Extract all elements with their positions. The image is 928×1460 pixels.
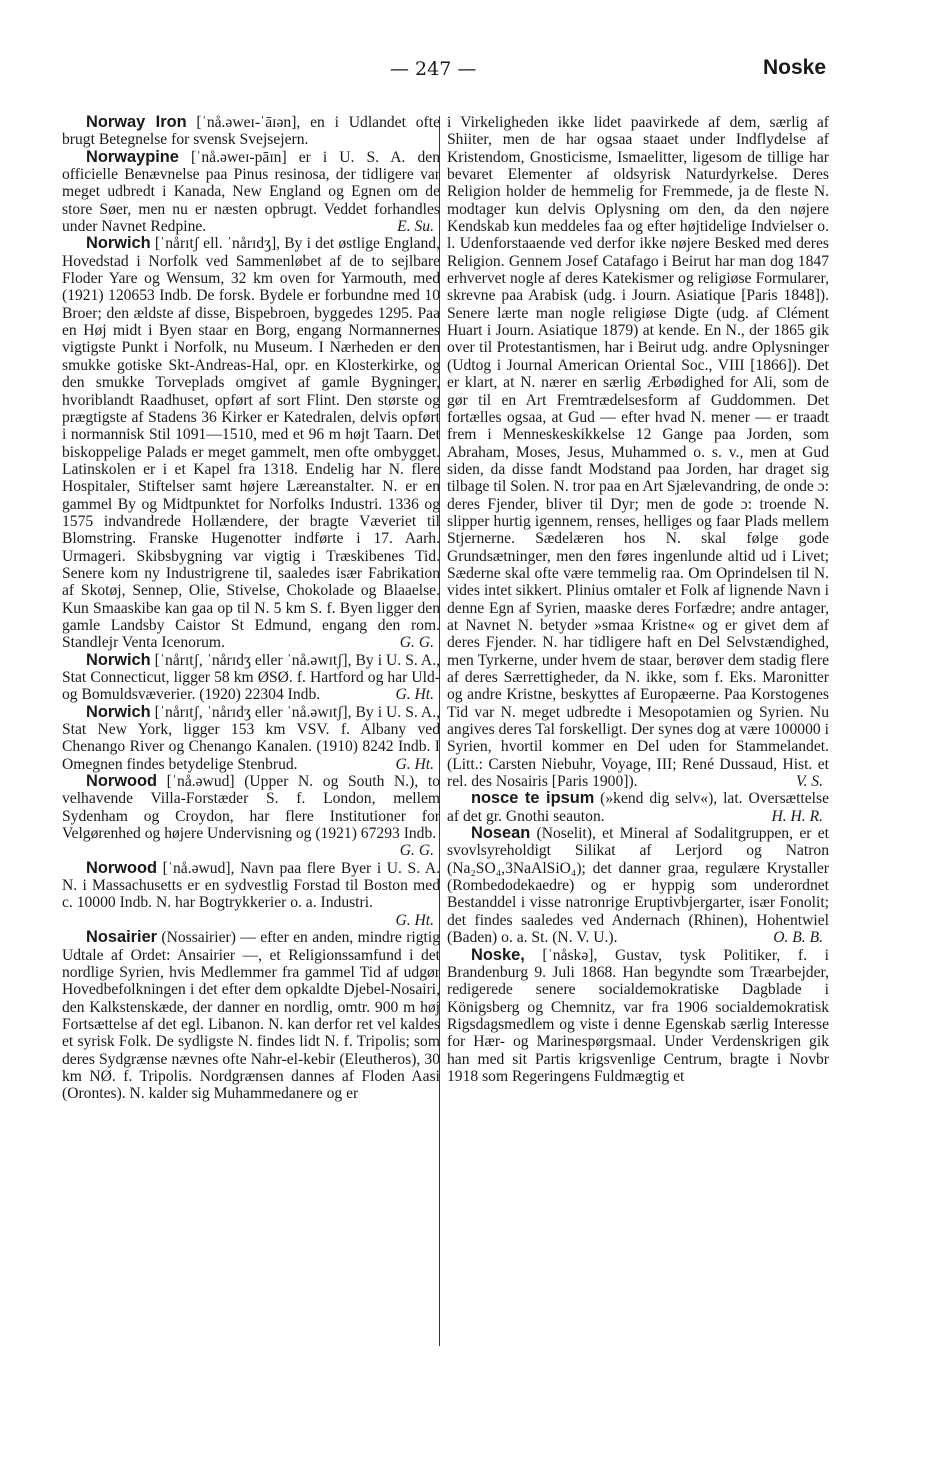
entry-body: (»kend dig selv«), lat. Oversættelse af det gr. Gnothi seauton. xyxy=(447,790,829,825)
headword: Nosean xyxy=(471,824,531,843)
entry-body: [ˈnårɪtʃ, ˈnårɪdʒ eller ˈnå.əwɪtʃ], By i U. S. A., Stat New York, ligger 153 km VSV. f. Albany ved Chenango River og Chenango Kanalen. (1910) 8242 Indb. I Omegnen findes betydelige Stenbrud. xyxy=(62,703,440,773)
headword: nosce te ipsum xyxy=(471,789,595,808)
entry-nosairier-continued xyxy=(447,114,829,790)
entry-body: (Noselit), et Mineral af Sodalitgruppen, er et svovlsyreholdigt Silikat af Lerjord og Natron (Na₂SO₄,3NaAlSiO₄); det danner graa, regulære Krystaller (Rombedodekaedre) og er hyppig som underordnet Bestanddel i visse natronrige Eruptivbjergarter, især Fonolit; det findes saaledes ved Andernach (Rhinen), Hohentwiel (Baden) o. a. St. (N. V. U.). xyxy=(447,825,829,947)
entry-body: [ˈnå.əweɪ-pāɪn] er i U. S. A. den officielle Benævnelse paa Pinus resinosa, der tidligere var meget udbredt i Kanada, New England og Egnen om de store Søer, men nu er næsten opbrugt. Veddet forhandles under Navnet Redpine. xyxy=(62,148,440,236)
author-initials: H. H. R. xyxy=(771,807,823,825)
entry-body: (Nossairier) — efter en anden, mindre rigtig Udtale af Ordet: Ansairier —, et Religionssamfund i det nordlige Syrien, hvis Medlemmer fra gammel Tid af udgør Hovedbefolkningen i det efter dem opkaldte Djebel-Nosairi, den Kalkstenskæde, der danner en nordlig, omtr. 900 m høj Fortsættelse af det egl. Libanon. N. kan derfor ret vel kaldes et syrisk Folk. De sydligste N. findes lidt N. f. Tripolis; som deres Sydgrænse nævnes ofte Nahr-el-kebir (Eleutheros), 30 km NØ. f. Tripolis. Nordgrænsen dannes af Floden Aasi (Orontes). N. kalder sig Muhammedanere og er xyxy=(62,929,440,1103)
author-initials: O. B. B. xyxy=(773,929,823,947)
entry-nosean xyxy=(447,825,829,946)
author-initials: E. Su. xyxy=(397,218,434,236)
entry-norwaypine xyxy=(62,149,440,236)
author-initials: G. G. xyxy=(399,634,434,652)
left-column xyxy=(62,114,440,1103)
entry-body: i Virkeligheden ikke lidet paavirkede af dem, særlig af Shiiter, men de har ogsaa staaet under Indflydelse af Kristendom, Gnosticisme, Ismaelitter, ligesom de tillige har bevaret Elementer af oldsyrisk Naturdyrkelse. Deres Religion holder de hemmelig for Fremmede, ja de fleste N. modtager kun delvis Oplysning om den, da den nøjere Kendskab kun meddeles faa og efter højtidelige Indvielser o. l. Udenforstaaende ved derfor ikke nøjere Besked med deres Religion. Gennem Josef Catafago i Beirut har man dog 1847 erhvervet nogle af deres Katekismer og religiøse Formularer, skrevne paa Arabisk (udg. i Journ. Asiatique [Paris 1848]). Senere lærte man nogle religiøse Digte (udg. af Clément Huart i Journ. Asiatique 1879) at kende. En N., der 1865 gik over til Protestantismen, har i Beirut udg. andre Oplysninger (Udtog i Journal American Oriental Soc., VIII [1866]). Det er klart, at N. nærer en særlig Ærbødighed for Ali, som de gør til en Art Fremtrædelsesform af Guddommen. Det fortælles ogsaa, at Gud — efter hvad N. mener — er traadt frem i Menneskeskikkelse 12 Gange paa Jorden, som Abraham, Moses, Jesus, Muhammed o. s. v., men at Gud siden, da disse fandt Modstand paa Jorden, har draget sig tilbage til Solen. N. tror paa en Art Sjælevandring, de onde ɔ: deres Fjender, bliver til Dyr; men de gode ɔ: troende N. slipper hurtig igennem, renses, helliges og faar Plads mellem Stjernerne. Sædelæren hos N. skal følge gode Grundsætninger, men den føres ingenlunde altid ud i Livet; Sæderne skal ofte være temmelig raa. Om Oprindelsen til N. vides intet sikkert. Plinius omtaler et Folk af lignende Navn i denne Egn af Syrien, maaske deres Forfædre; andre antager, at Navnet N. betyder »smaa Kristne« og er givet dem af deres Fjender. N. har tidligere haft en Del Selvstændighed, men Tyrkerne, under hvem de staar, berøver dem stadig flere af deres Særrettigheder, da N. ikke, som f. Eks. Maronitter og andre Kristne, beskyttes af Europæerne. Paa Korstogenes Tid var N. meget udbredte i Mesopotamien og Syrien. Nu angives deres Tal forskelligt. Der synes dog at være 100000 i Syrien, hvortil kommer en Del uden for Stammelandet. (Litt.: Carsten Niebuhr, Voyage, III; René Dussaud, Hist. et rel. des Nosairis [Paris 1900]). xyxy=(447,114,829,791)
author-initials: G. Ht. xyxy=(395,911,434,929)
author-initials: G. Ht. xyxy=(395,686,434,704)
entry-norwood-usa xyxy=(62,858,440,929)
headword: Nosairier xyxy=(86,928,158,947)
headword: Norwood xyxy=(86,772,158,791)
entry-body: [ˈnåskə], Gustav, tysk Politiker, f. i Brandenburg 9. Juli 1868. Han begyndte som Træarbejder, redigerede senere socialdemokratiske Dagblade i Königsberg og Chemnitz, var fra 1906 socialdemokratisk Rigsdagsmedlem og viste i denne Egenskab særlig Interesse for Hær- og Marinespørgsmaal. Under Verdenskrigen gik han med sit Partis krigsvenlige Centrum, bragte i Novbr 1918 som Regeringens Fuldmægtig et xyxy=(447,946,829,1085)
column-divider xyxy=(439,116,440,1346)
entry-nosairier xyxy=(62,929,440,1102)
entry-norwich-england xyxy=(62,235,440,651)
page-number: — 247 — xyxy=(390,58,477,80)
entry-nosce-te-ipsum xyxy=(447,790,829,825)
entry-norwood-london xyxy=(62,772,440,860)
author-initials: V. S. xyxy=(795,773,823,791)
author-initials: G. G. xyxy=(399,842,434,860)
headword: Norwich xyxy=(86,234,151,253)
headword: Norwaypine xyxy=(86,147,179,166)
headword: Noske, xyxy=(471,945,525,964)
running-head: Noske xyxy=(762,56,826,79)
entry-body: [ˈnå.əweɪ-ˈāɪən], en i Udlandet ofte brugt Betegnelse for svensk Svejsejern. xyxy=(62,114,440,149)
headword: Norway Iron xyxy=(86,113,187,131)
headword: Norwood xyxy=(86,858,158,877)
entry-body: [ˈnårɪtʃ, ˈnårɪdʒ eller ˈnå.əwɪtʃ], By i U. S. A., Stat Connecticut, ligger 58 km ØSØ. f. Hartford og har Uld- og Bomuldsvæverier. (1920) 22304 Indb. xyxy=(62,651,440,704)
entry-norwich-connecticut xyxy=(62,652,440,704)
entry-body: [ˈnå.əwud], Navn paa flere Byer i U. S. A. N. i Massachusetts er en sydvestlig Forstad til Boston med c. 10000 Indb. N. har Bogtrykkerier o. a. Industri. xyxy=(62,859,440,912)
author-initials: G. Ht. xyxy=(395,755,434,773)
headword: Norwich xyxy=(86,650,151,669)
page-header xyxy=(60,58,828,88)
right-column xyxy=(447,114,829,1085)
entry-norwich-new-york xyxy=(62,704,440,773)
entry-body: [ˈnårɪtʃ ell. ˈnårɪdʒ], By i det østlige England, Hovedstad i Norfolk ved Sammenløbet af de to sejlbare Floder Yare og Wensum, 32 km oven for Yarmouth, med (1921) 120653 Indb. De forsk. Bydele er forbundne med 10 Broer; den ældste af disse, Bispebroen, byggedes 1295. Paa en Høj midt i Byen staar en Borg, engang Normannernes vigtigste Punkt i Norfolk, nu Museum. I Nærheden er den smukke gotiske Skt-Andreas-Hal, opr. en Klosterkirke, og den smukke Torveplads omgivet af gamle Bygninger, hvoriblandt Raadhuset, opført af sort Flint. Den største og prægtigste af Stadens 36 Kirker er Katedralen, delvis opført i normannisk Stil 1091—1510, med et 96 m højt Taarn. Det biskoppelige Palads er meget gammelt, men ofte ombygget. Latinskolen er i et Kapel fra 1318. Endelig har N. flere Hospitaler, Stiftelser samt højere Læreanstalter. N. er en gammel By og Midtpunktet for Norfolks Industri. 1336 og 1575 indvandrede Hollændere, der bragte Væveriet til Blomstring. Franske Hugenotter indførte i 17. Aarh. Urmageri. Skibsbygning var vigtig i Træskibenes Tid. Senere kom ny Industrigrene til, saaledes især Fabrikation af Skotøj, Sennep, Olie, Stivelse, Chokolade og Blaaelse. Kun Smaaskibe kan gaa op til N. 5 km S. f. Byen ligger den gamle Landsby Caistor St Edmund, engang den rom. Standlejr Venta Icenorum. xyxy=(62,235,440,652)
entry-noske xyxy=(447,947,829,1086)
entry-body: [ˈnå.əwud] (Upper N. og South N.), to velhavende Villa-Forstæder S. f. London, mellem Sydenham og Croydon, har flere Institutioner for Velgørenhed og højere Undervisning og (1921) 67293 Indb. xyxy=(62,773,440,843)
entry-norway-iron xyxy=(62,114,440,149)
headword: Norwich xyxy=(86,702,151,721)
